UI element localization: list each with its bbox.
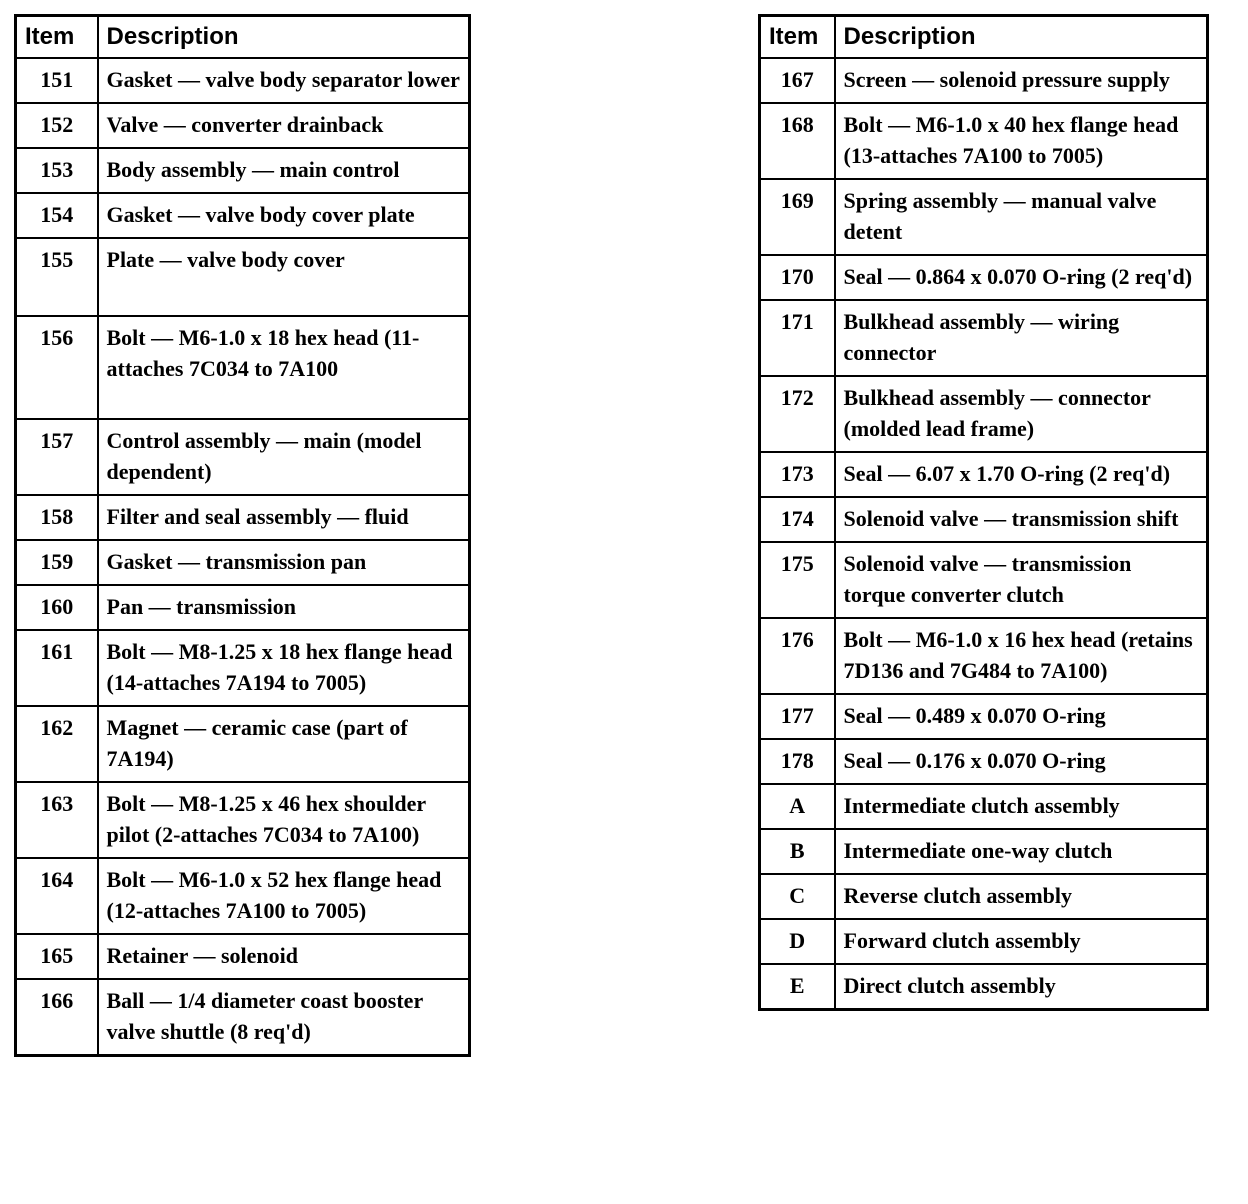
item-description: Bolt — M8-1.25 x 46 hex shoulder pilot (2-attaches 7C034 to 7A100) [98, 782, 470, 858]
item-description: Bolt — M6-1.0 x 52 hex flange head (12-attaches 7A100 to 7005) [98, 858, 470, 934]
item-description: Valve — converter drainback [98, 103, 470, 148]
table-row [760, 452, 1208, 497]
item-number: 156 [16, 316, 98, 419]
item-description: Forward clutch assembly [835, 919, 1208, 964]
table-row [16, 934, 470, 979]
item-description: Gasket — transmission pan [98, 540, 470, 585]
item-number: E [760, 964, 835, 1010]
item-number: 167 [760, 58, 835, 103]
table-row [16, 103, 470, 148]
table-row [760, 964, 1208, 1010]
item-description: Ball — 1/4 diameter coast booster valve shuttle (8 req'd) [98, 979, 470, 1056]
table-row [16, 858, 470, 934]
item-description: Gasket — valve body cover plate [98, 193, 470, 238]
table-row [760, 784, 1208, 829]
item-number: 171 [760, 300, 835, 376]
table-row [760, 874, 1208, 919]
table-row [16, 630, 470, 706]
item-description: Gasket — valve body separator lower [98, 58, 470, 103]
item-number: 176 [760, 618, 835, 694]
item-number: A [760, 784, 835, 829]
table-row [16, 419, 470, 495]
table-row [16, 238, 470, 316]
item-number: 170 [760, 255, 835, 300]
item-number: 172 [760, 376, 835, 452]
table-row [16, 193, 470, 238]
item-description: Seal — 0.489 x 0.070 O-ring [835, 694, 1208, 739]
item-number: C [760, 874, 835, 919]
item-description: Seal — 6.07 x 1.70 O-ring (2 req'd) [835, 452, 1208, 497]
table-header [16, 16, 470, 59]
header-row [760, 16, 1208, 59]
table-row [16, 979, 470, 1056]
item-description: Retainer — solenoid [98, 934, 470, 979]
item-number: 158 [16, 495, 98, 540]
table-body [16, 58, 470, 1056]
table-row [16, 495, 470, 540]
item-number: 152 [16, 103, 98, 148]
table-row [16, 316, 470, 419]
item-description: Filter and seal assembly — fluid [98, 495, 470, 540]
table-row [760, 739, 1208, 784]
item-description: Pan — transmission [98, 585, 470, 630]
item-number: 151 [16, 58, 98, 103]
item-description: Screen — solenoid pressure supply [835, 58, 1208, 103]
description-column-header: Description [835, 16, 1208, 59]
table-row [760, 694, 1208, 739]
item-description: Magnet — ceramic case (part of 7A194) [98, 706, 470, 782]
item-column-header: Item [16, 16, 98, 59]
table-body [760, 58, 1208, 1010]
item-number: 164 [16, 858, 98, 934]
item-description: Bulkhead assembly — connector (molded lead frame) [835, 376, 1208, 452]
item-description: Solenoid valve — transmission torque converter clutch [835, 542, 1208, 618]
item-number: 159 [16, 540, 98, 585]
table-row [16, 706, 470, 782]
table-row [760, 255, 1208, 300]
table-row [760, 497, 1208, 542]
table-row [760, 829, 1208, 874]
item-description: Seal — 0.176 x 0.070 O-ring [835, 739, 1208, 784]
item-number: 160 [16, 585, 98, 630]
table-row [760, 542, 1208, 618]
item-description: Seal — 0.864 x 0.070 O-ring (2 req'd) [835, 255, 1208, 300]
item-number: 168 [760, 103, 835, 179]
item-number: B [760, 829, 835, 874]
item-number: 175 [760, 542, 835, 618]
table-row [760, 618, 1208, 694]
table-row [16, 585, 470, 630]
item-description: Intermediate clutch assembly [835, 784, 1208, 829]
item-number: 166 [16, 979, 98, 1056]
item-number: 161 [16, 630, 98, 706]
item-column-header: Item [760, 16, 835, 59]
parts-table-left [14, 14, 471, 1057]
table-row [760, 300, 1208, 376]
item-description: Plate — valve body cover [98, 238, 470, 316]
item-description: Bulkhead assembly — wiring connector [835, 300, 1208, 376]
table-row [16, 782, 470, 858]
item-number: 153 [16, 148, 98, 193]
item-description: Bolt — M6-1.0 x 18 hex head (11-attaches 7C034 to 7A100 [98, 316, 470, 419]
item-description: Solenoid valve — transmission shift [835, 497, 1208, 542]
table-row [16, 540, 470, 585]
item-description: Spring assembly — manual valve detent [835, 179, 1208, 255]
table-row [760, 179, 1208, 255]
table-row [760, 58, 1208, 103]
description-column-header: Description [98, 16, 470, 59]
header-row [16, 16, 470, 59]
table-header [760, 16, 1208, 59]
item-number: 157 [16, 419, 98, 495]
item-description: Direct clutch assembly [835, 964, 1208, 1010]
table-row [16, 148, 470, 193]
item-description: Control assembly — main (model dependent) [98, 419, 470, 495]
item-description: Body assembly — main control [98, 148, 470, 193]
item-number: 162 [16, 706, 98, 782]
item-number: D [760, 919, 835, 964]
item-description: Bolt — M6-1.0 x 16 hex head (retains 7D136 and 7G484 to 7A100) [835, 618, 1208, 694]
item-number: 173 [760, 452, 835, 497]
item-number: 178 [760, 739, 835, 784]
item-description: Bolt — M6-1.0 x 40 hex flange head (13-attaches 7A100 to 7005) [835, 103, 1208, 179]
table-row [760, 919, 1208, 964]
item-number: 165 [16, 934, 98, 979]
table-row [760, 103, 1208, 179]
item-number: 163 [16, 782, 98, 858]
item-number: 154 [16, 193, 98, 238]
item-description: Intermediate one-way clutch [835, 829, 1208, 874]
parts-table-right [758, 14, 1209, 1011]
table-row [16, 58, 470, 103]
item-description: Reverse clutch assembly [835, 874, 1208, 919]
item-number: 155 [16, 238, 98, 316]
item-number: 174 [760, 497, 835, 542]
table-row [760, 376, 1208, 452]
item-number: 169 [760, 179, 835, 255]
item-description: Bolt — M8-1.25 x 18 hex flange head (14-attaches 7A194 to 7005) [98, 630, 470, 706]
item-number: 177 [760, 694, 835, 739]
